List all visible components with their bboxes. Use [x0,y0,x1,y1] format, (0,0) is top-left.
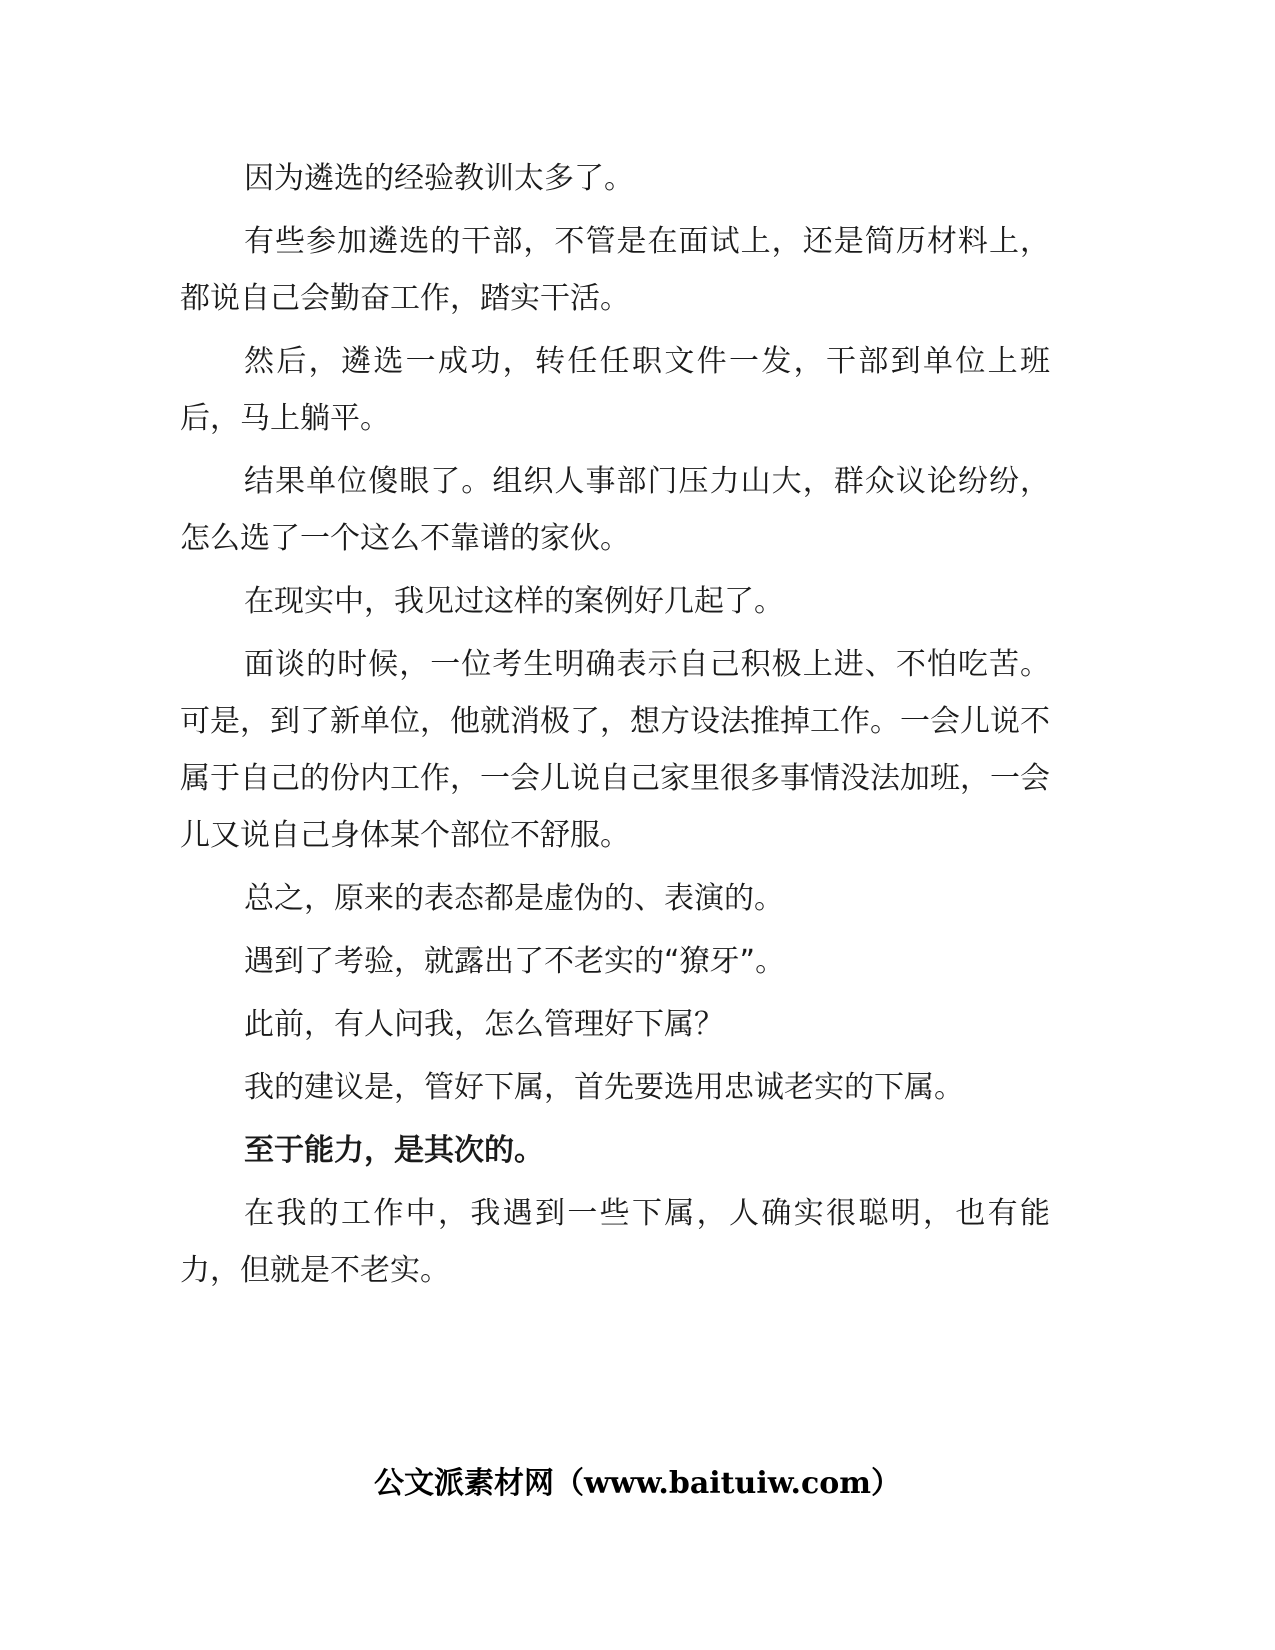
paragraph: 遇到了考验，就露出了不老实的“獠牙”。 [244,944,786,979]
paragraph: 在我的工作中，我遇到一些下属，人确实很聪明，也有能力，但就是不老实。 [180,1196,1050,1288]
paragraph: 总之，原来的表态都是虚伪的、表演的。 [244,881,784,916]
paragraph: 面谈的时候，一位考生明确表示自己积极上进、不怕吃苦。可是，到了新单位，他就消极了，想方设法推掉工作。一会儿说不属于自己的份内工作，一会儿说自己家里很多事情没法加班，一会儿又说自己身体某个部位不舒服。 [180,647,1050,853]
paragraph: 我的建议是，管好下属，首先要选用忠诚老实的下属。 [244,1070,964,1105]
paragraph-bold: 至于能力，是其次的。 [244,1133,544,1168]
footer-watermark: 公文派素材网（www.baituiw.com） [373,1466,902,1501]
paragraph: 结果单位傻眼了。组织人事部门压力山大，群众议论纷纷，怎么选了一个这么不靠谱的家伙。 [180,464,1050,556]
paragraph: 在现实中，我见过这样的案例好几起了。 [244,584,784,619]
paragraph: 因为遴选的经验教训太多了。 [244,161,634,196]
paragraph: 此前，有人问我，怎么管理好下属？ [244,1007,724,1042]
paragraph: 有些参加遴选的干部，不管是在面试上，还是简历材料上，都说自己会勤奋工作，踏实干活。 [180,224,1050,316]
document-body [180,150,1050,1305]
paragraph: 然后，遴选一成功，转任任职文件一发，干部到单位上班后，马上躺平。 [180,344,1050,436]
